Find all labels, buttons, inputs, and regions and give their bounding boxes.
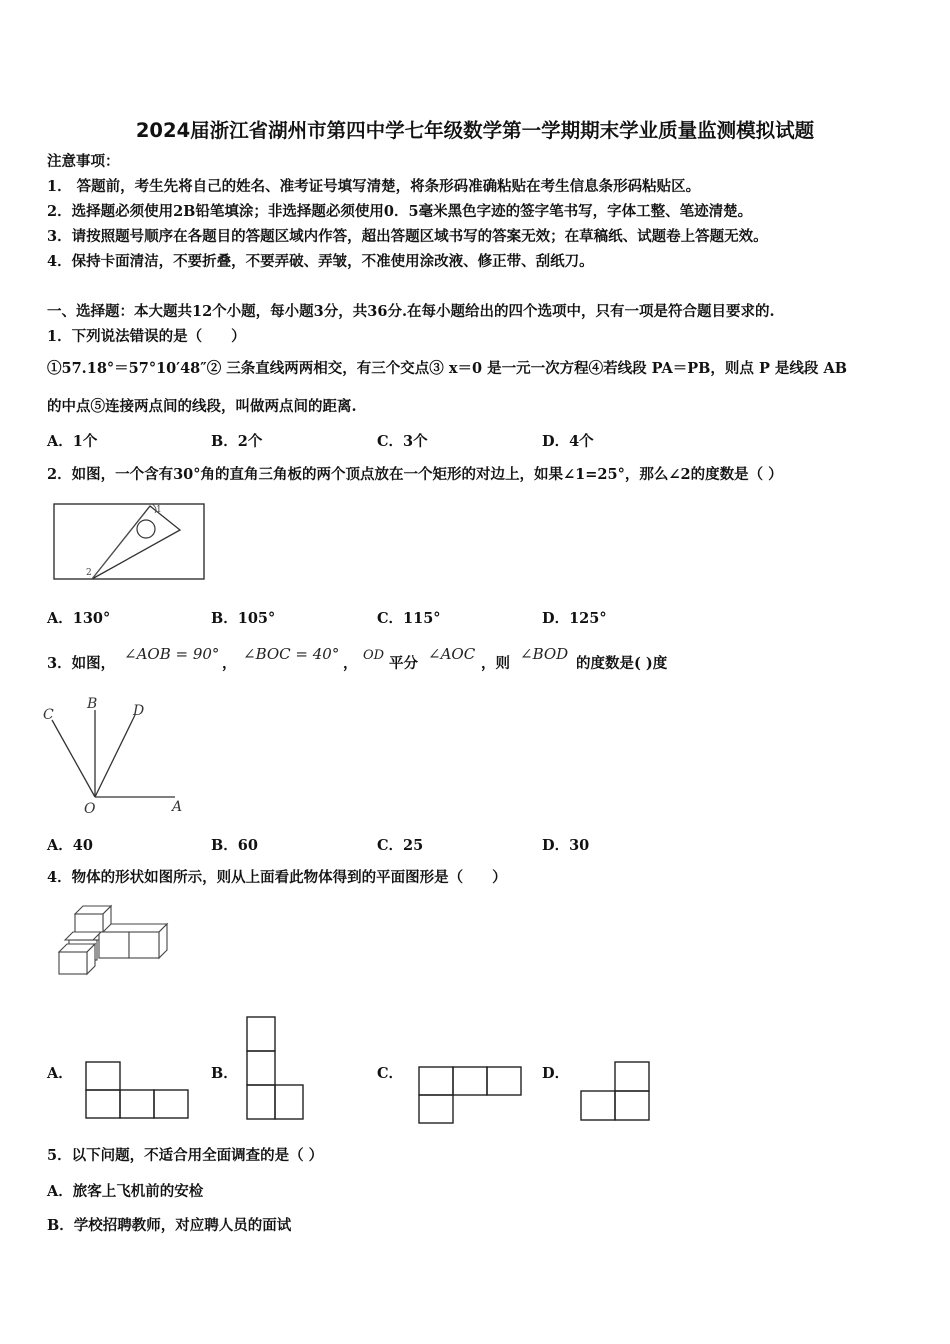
q1-line2: 的中点⑤连接两点间的线段，叫做两点间的距离.: [47, 398, 357, 415]
page-title: 2024届浙江省湖州市第四中学七年级数学第一学期期末学业质量监测模拟试题: [135, 119, 815, 142]
q3-option-c[interactable]: C．25: [377, 837, 424, 854]
q3-label-a: A: [172, 799, 183, 815]
q3-label-b: B: [87, 696, 98, 712]
q4-option-a[interactable]: A．: [47, 1065, 73, 1082]
q3-label-o: O: [84, 801, 96, 817]
q1-stem: 1．下列说法错误的是（ ）: [47, 328, 246, 345]
q3-option-a[interactable]: A．40: [47, 837, 93, 854]
q3-math-bod: ∠BOD: [520, 645, 569, 663]
q3-option-b[interactable]: B．60: [211, 837, 258, 854]
q2-option-c[interactable]: C．115°: [377, 610, 441, 627]
q4-option-c-figure[interactable]: [418, 1066, 524, 1124]
q3-math-od: OD: [363, 648, 385, 663]
q2-figure: [52, 500, 207, 582]
q1-option-b[interactable]: B．2个: [211, 433, 263, 450]
q3-sep: ，: [343, 655, 358, 672]
q3-text: 平分: [389, 655, 418, 672]
q5-option-b[interactable]: B．学校招聘教师，对应聘人员的面试: [47, 1217, 292, 1234]
q1-option-a[interactable]: A．1个: [47, 433, 98, 450]
q5-option-a[interactable]: A．旅客上飞机前的安检: [47, 1183, 204, 1200]
q2-fig-label-2: 2: [86, 568, 92, 578]
notice-item: 4．保持卡面清洁，不要折叠，不要弄破、弄皱，不准使用涂改液、修正带、刮纸刀。: [47, 253, 594, 270]
q4-option-a-figure[interactable]: [85, 1061, 191, 1119]
q3-figure: [40, 695, 190, 815]
q3-math-aoc: ∠AOC: [428, 645, 476, 663]
q3-label-d: D: [133, 703, 145, 719]
q4-cube-figure: [55, 902, 170, 977]
q4-option-b-figure[interactable]: [246, 1016, 306, 1122]
q4-option-c[interactable]: C．: [377, 1065, 404, 1082]
q4-option-d[interactable]: D．: [542, 1065, 570, 1082]
section-heading: 一、选择题：本大题共12个小题，每小题3分，共36分.在每小题给出的四个选项中，只有一项是符合题目要求的.: [47, 303, 775, 320]
q1-option-d[interactable]: D．4个: [542, 433, 594, 450]
q3-text: 的度数是( )度: [576, 655, 668, 672]
q1-line1: ①57.18°＝57°10′48″② 三条直线两两相交，有三个交点③ x＝0 是一元一次方程④若线段 PA＝PB，则点 P 是线段 AB: [47, 360, 847, 377]
q3-label-c: C: [43, 707, 54, 723]
q3-number: 3．如图，: [47, 655, 116, 672]
q2-option-a[interactable]: A．130°: [47, 610, 111, 627]
q4-stem: 4．物体的形状如图所示，则从上面看此物体得到的平面图形是（ ）: [47, 869, 507, 886]
q3-math-aob: ∠AOB = 90°: [124, 645, 220, 663]
q3-sep: ，: [222, 655, 237, 672]
notice-item: 2．选择题必须使用2B铅笔填涂；非选择题必须使用0．5毫米黑色字迹的签字笔书写，字体工整、笔迹清楚。: [47, 203, 753, 220]
q3-math-boc: ∠BOC = 40°: [243, 645, 340, 663]
q4-option-b[interactable]: B．: [211, 1065, 238, 1082]
q2-fig-label-1: 1: [156, 505, 162, 515]
notice-item: 1． 答题前，考生先将自己的姓名、准考证号填写清楚，将条形码准确粘贴在考生信息条形码粘贴区。: [47, 178, 701, 195]
q5-stem: 5．以下问题，不适合用全面调查的是（ ）: [47, 1147, 324, 1164]
q2-option-b[interactable]: B．105°: [211, 610, 276, 627]
notice-heading: 注意事项：: [47, 153, 120, 170]
q4-option-d-figure[interactable]: [580, 1061, 652, 1121]
q2-stem: 2．如图，一个含有30°角的直角三角板的两个顶点放在一个矩形的对边上，如果∠1=25°，那么∠2的度数是（ ）: [47, 466, 783, 483]
q2-option-d[interactable]: D．125°: [542, 610, 607, 627]
q3-text: ，则: [481, 655, 510, 672]
q1-option-c[interactable]: C．3个: [377, 433, 428, 450]
notice-item: 3．请按照题号顺序在各题目的答题区域内作答，超出答题区域书写的答案无效；在草稿纸、试题卷上答题无效。: [47, 228, 768, 245]
q3-option-d[interactable]: D．30: [542, 837, 590, 854]
